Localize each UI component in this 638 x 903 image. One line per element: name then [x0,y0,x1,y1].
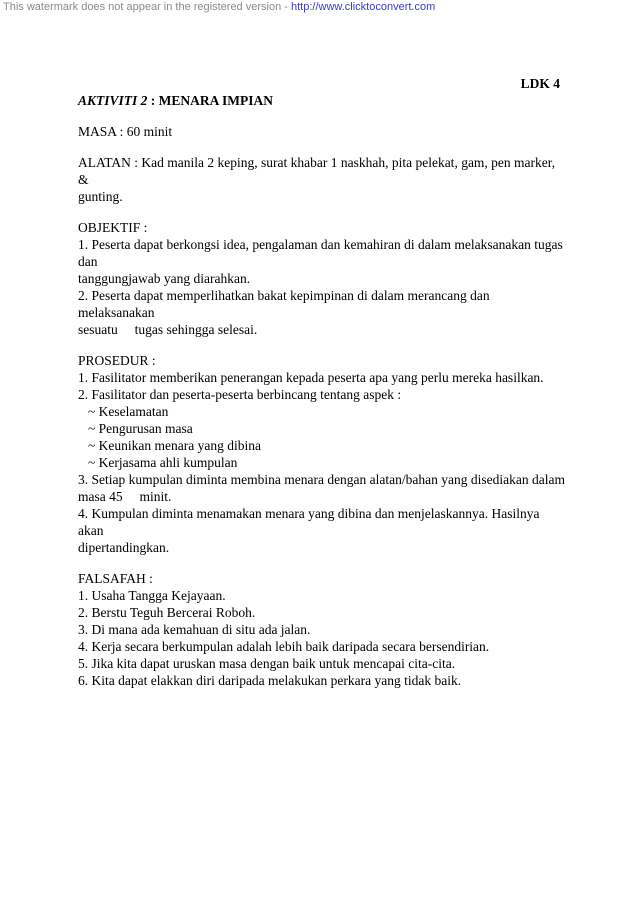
falsafah-section [78,570,568,689]
objektif-line: 2. Peserta dapat memperlihatkan bakat kepimpinan di dalam merancang dan melaksanakan [78,288,490,320]
falsafah-line: 5. Jika kita dapat uruskan masa dengan baik untuk mencapai cita-cita. [78,656,456,671]
alatan-line: gunting. [78,189,123,204]
document-body [78,92,568,703]
alatan-line: ALATAN : Kad manila 2 keping, surat khabar 1 naskhah, pita pelekat, gam, pen marker, & [78,155,556,187]
watermark [3,1,435,13]
prosedur-aspect: ~ Pengurusan masa [88,421,193,436]
page-title [78,92,568,109]
prosedur-line: dipertandingkan. [78,540,170,555]
falsafah-line: 1. Usaha Tangga Kejayaan. [78,588,226,603]
falsafah-line: 2. Berstu Teguh Bercerai Roboh. [78,605,256,620]
objektif-section [78,219,568,338]
falsafah-line: 4. Kerja secara berkumpulan adalah lebih baik daripada secara bersendirian. [78,639,490,654]
watermark-text: This watermark does not appear in the registered version - [3,1,291,13]
falsafah-line: 3. Di mana ada kemahuan di situ ada jalan. [78,622,311,637]
prosedur-line: 2. Fasilitator dan peserta-peserta berbincang tentang aspek : [78,387,402,402]
prosedur-section [78,352,568,556]
title-separator: : [147,93,159,108]
prosedur-heading: PROSEDUR : [78,353,156,368]
watermark-link[interactable]: http://www.clicktoconvert.com [290,1,436,13]
prosedur-aspect: ~ Keunikan menara yang dibina [88,438,261,453]
objektif-line: tanggungjawab yang diarahkan. [78,271,251,286]
prosedur-line: 1. Fasilitator memberikan penerangan kepada peserta apa yang perlu mereka hasilkan. [78,370,544,385]
title-activity: AKTIVITI 2 [78,93,148,108]
ldk-label: LDK 4 [520,76,560,91]
masa-line: MASA : 60 minit [78,124,173,139]
falsafah-heading: FALSAFAH : [78,571,153,586]
alatan-section [78,154,568,205]
objektif-line: 1. Peserta dapat berkongsi idea, pengalaman dan kemahiran di dalam melaksanakan tugas dan [78,237,563,269]
objektif-heading: OBJEKTIF : [78,220,148,235]
falsafah-line: 6. Kita dapat elakkan diri daripada melakukan perkara yang tidak baik. [78,673,462,688]
prosedur-line: 3. Setiap kumpulan diminta membina menara dengan alatan/bahan yang disediakan dalam [78,472,565,487]
title-name: MENARA IMPIAN [158,93,274,108]
prosedur-line: 4. Kumpulan diminta menamakan menara yang dibina dan menjelaskannya. Hasilnya akan [78,506,540,538]
prosedur-aspect: ~ Kerjasama ahli kumpulan [88,455,238,470]
prosedur-line: masa 45 minit. [78,489,172,504]
prosedur-aspect: ~ Keselamatan [88,404,169,419]
objektif-line: sesuatu tugas sehingga selesai. [78,322,258,337]
